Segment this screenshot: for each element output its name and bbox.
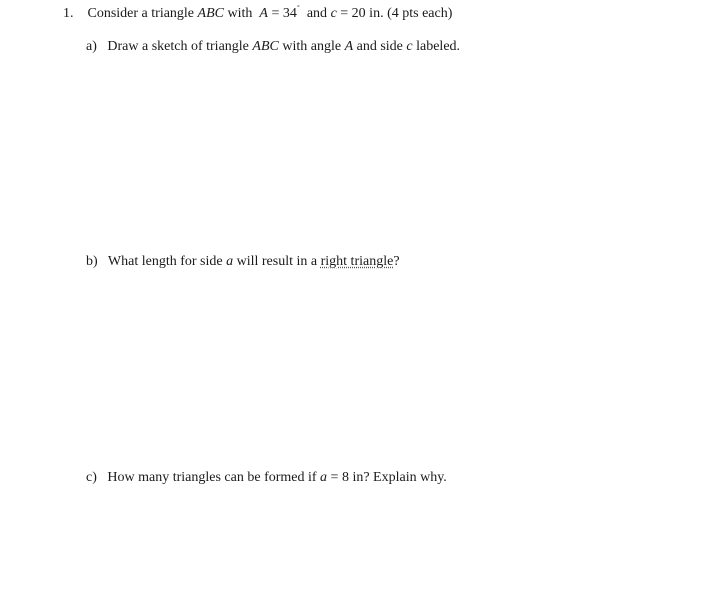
part-b [86, 254, 400, 270]
question-1 [63, 6, 452, 22]
part-a-triangle-name: ABC [252, 39, 279, 54]
part-b-text-1: What length for side [107, 254, 223, 269]
question-intro: Consider a triangle [87, 6, 195, 21]
part-a-angle-variable: A [344, 39, 354, 54]
part-b-label: b) [86, 254, 98, 269]
part-b-question-mark: ? [393, 254, 400, 269]
part-a [86, 39, 460, 55]
part-c-label: c) [86, 470, 97, 485]
part-c [86, 470, 447, 486]
part-c-text-1: How many triangles can be formed if [107, 470, 317, 485]
degree-symbol: ˚ [296, 4, 300, 14]
part-a-text-3: and side [356, 39, 403, 54]
angle-variable: A [259, 6, 268, 21]
part-b-side-variable: a [226, 254, 234, 269]
question-with: with [227, 6, 253, 21]
question-number: 1. [63, 6, 74, 21]
part-a-label: a) [86, 39, 97, 54]
part-b-right-triangle: right triangle [320, 254, 394, 269]
part-a-text-4: labeled. [416, 39, 461, 54]
triangle-name: ABC [197, 6, 224, 21]
part-a-side-variable: c [406, 39, 413, 54]
side-value: = 20 in. (4 pts each) [340, 6, 453, 21]
side-variable: c [330, 6, 337, 21]
part-c-text-2: = 8 in? Explain why. [330, 470, 447, 485]
part-a-text-2: with angle [282, 39, 342, 54]
part-b-text-2: will result in a [236, 254, 318, 269]
part-a-text-1: Draw a sketch of triangle [107, 39, 249, 54]
question-and: and [306, 6, 328, 21]
angle-value: = 34 [271, 6, 297, 21]
part-c-side-variable: a [320, 470, 328, 485]
